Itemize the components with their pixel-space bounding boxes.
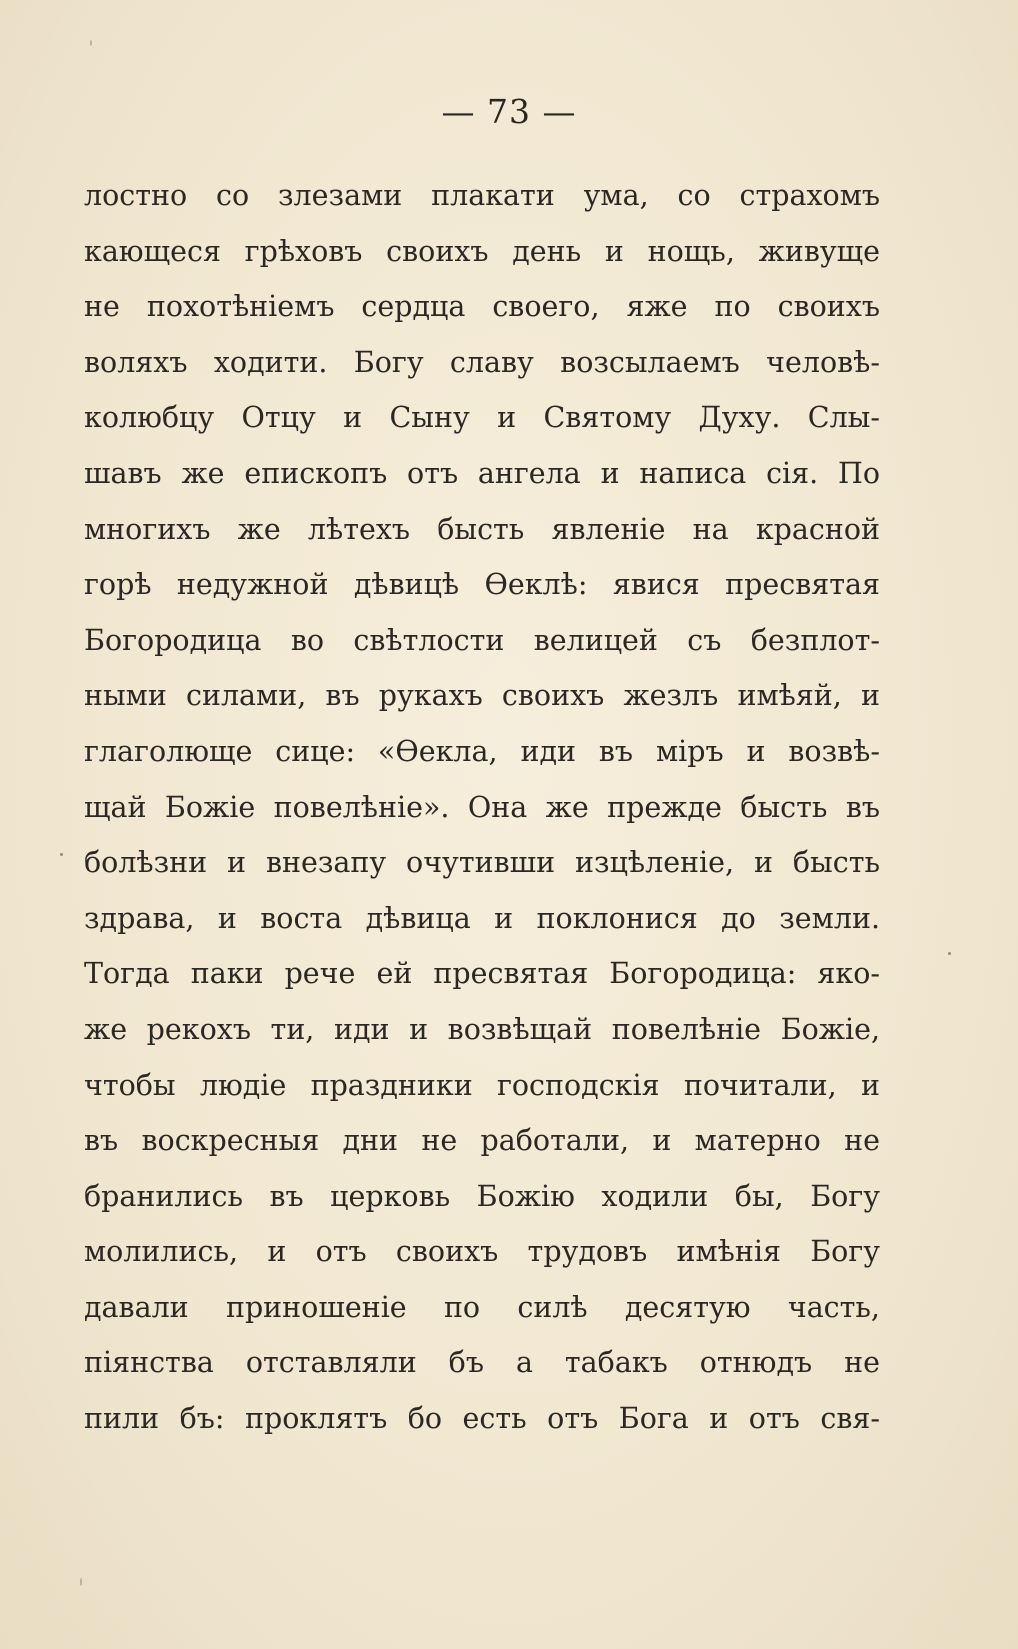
text-line: здрава, и воста дѣвица и поклонися до земли. [84,901,880,935]
text-line: бранились въ церковь Божію ходили бы, Богу [84,1179,880,1213]
text-line: Тогда паки рече ей пресвятая Богородица: яко- [84,957,880,991]
text-line: молились, и отъ своихъ трудовъ имѣнія Богу [84,1235,880,1269]
text-line: не похотѣніемъ сердца своего, яже по своихъ [84,290,880,324]
paper-speck [60,853,63,856]
text-line: многихъ же лѣтехъ бысть явленіе на красной [84,512,880,546]
text-line: пили бъ: проклятъ бо есть отъ Бога и отъ свя- [84,1402,880,1436]
text-line: колюбцу Отцу и Сыну и Святому Духу. Слы- [84,401,880,435]
text-line: Богородица во свѣтлости велицей съ безплот- [84,623,880,657]
text-line: же рекохъ ти, иди и возвѣщай повелѣніе Божіе, [84,1012,880,1046]
text-line: піянства отставляли бъ а табакъ отнюдъ не [84,1346,880,1380]
text-line: въ воскресныя дни не работали, и матерно не [84,1124,880,1158]
text-line: шавъ же епископъ отъ ангела и написа сія. По [84,456,880,490]
paper-speck [90,40,92,46]
text-line: щай Божіе повелѣніе». Она же прежде бысть въ [84,790,880,824]
text-line: воляхъ ходити. Богу славу возсылаемъ человѣ- [84,345,880,379]
text-line: глаголюще сице: «Ѳекла, иди въ міръ и возвѣ- [84,734,880,768]
text-line: чтобы людіе праздники господскія почитали, и [84,1068,880,1102]
text-line: кающеся грѣховъ своихъ день и нощь, живуще [84,234,880,268]
text-line: давали приношеніе по силѣ десятую часть, [84,1290,880,1324]
text-line: лостно со злезами плакати ума, со страхомъ [84,179,880,212]
paper-speck [80,1578,82,1586]
text-line: горѣ недужной дѣвицѣ Ѳеклѣ: явися пресвятая [84,568,880,602]
page-number: — 73 — [441,92,577,131]
text-line: болѣзни и внезапу очутивши изцѣленіе, и бысть [84,846,880,880]
body-text [84,168,880,1447]
paper-speck [948,952,951,955]
text-line: ными силами, въ рукахъ своихъ жезлъ имѣяй, и [84,679,880,713]
